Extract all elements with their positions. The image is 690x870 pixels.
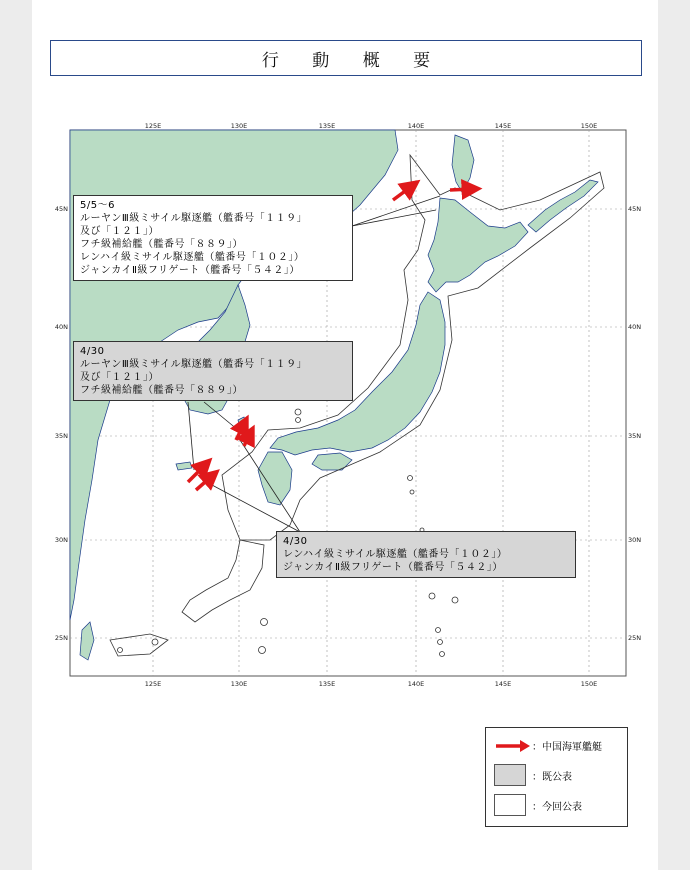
lon-tick: 145E — [494, 122, 512, 130]
callout-line: レンハイ級ミサイル駆逐艦（艦番号「１０２」） — [283, 549, 508, 560]
legend-label: ：今回公表 — [532, 801, 582, 813]
legend-label: ：中国海軍艦艇 — [532, 742, 602, 753]
callout-apr30-south — [276, 531, 576, 578]
red-arrow-icon — [494, 739, 532, 753]
callout-line: ジャンカイⅡ級フリゲート（艦番号「５４２」） — [80, 265, 300, 276]
lon-tick: 130E — [230, 680, 248, 688]
lat-tick: 40N — [54, 323, 68, 331]
legend-row-published — [494, 764, 572, 786]
lon-tick: 140E — [407, 680, 425, 688]
callout-line: 及び「１２１」） — [80, 372, 159, 383]
lon-tick: 125E — [144, 122, 162, 130]
lat-tick: 35N — [54, 432, 68, 440]
red-arrow-icon — [450, 189, 472, 190]
callout-line: 4/30 — [80, 346, 105, 357]
page-title: 行 動 概 要 — [261, 50, 445, 71]
lon-tick: 135E — [318, 122, 336, 130]
legend-row-new — [494, 794, 582, 816]
callout-line: ジャンカイⅡ級フリゲート（艦番号「５４２」） — [283, 562, 503, 573]
callout-line: ルーヤンⅢ級ミサイル駆逐艦（艦番号「１１９」 — [80, 213, 308, 224]
lat-tick: 45N — [54, 205, 68, 213]
lat-tick: 25N — [628, 634, 642, 642]
lon-tick: 145E — [494, 680, 512, 688]
white-box — [494, 794, 526, 816]
callout-line: 5/5～6 — [80, 200, 115, 211]
callout-line: フチ級補給艦（艦番号「８８９」） — [80, 239, 243, 250]
gray-box — [494, 764, 526, 786]
callout-apr30-north — [73, 341, 353, 401]
lon-tick: 150E — [580, 122, 598, 130]
legend-row-vessel — [494, 738, 602, 753]
lat-tick: 25N — [54, 634, 68, 642]
lon-tick: 130E — [230, 122, 248, 130]
callout-line: 4/30 — [283, 536, 308, 547]
lon-tick: 150E — [580, 680, 598, 688]
callout-line: レンハイ級ミサイル駆逐艦（艦番号「１０２」） — [80, 252, 305, 263]
callout-line: フチ級補給艦（艦番号「８８９」） — [80, 385, 243, 396]
lon-labels-bottom — [145, 680, 598, 688]
lat-labels-right — [628, 205, 641, 642]
lon-tick: 125E — [144, 680, 162, 688]
lat-tick: 35N — [628, 432, 642, 440]
callout-may5-6 — [73, 195, 353, 281]
lat-tick: 40N — [628, 323, 642, 331]
lat-tick: 30N — [54, 536, 68, 544]
lat-labels-left — [55, 205, 68, 642]
lat-tick: 45N — [628, 205, 642, 213]
lon-tick: 135E — [318, 680, 336, 688]
callout-line: ルーヤンⅢ級ミサイル駆逐艦（艦番号「１１９」 — [80, 359, 308, 370]
lon-labels-top — [145, 122, 598, 130]
lat-tick: 30N — [628, 536, 642, 544]
legend — [485, 727, 628, 827]
legend-label: ：既公表 — [532, 771, 572, 783]
lon-tick: 140E — [407, 122, 425, 130]
callout-line: 及び「１２１」） — [80, 226, 159, 237]
